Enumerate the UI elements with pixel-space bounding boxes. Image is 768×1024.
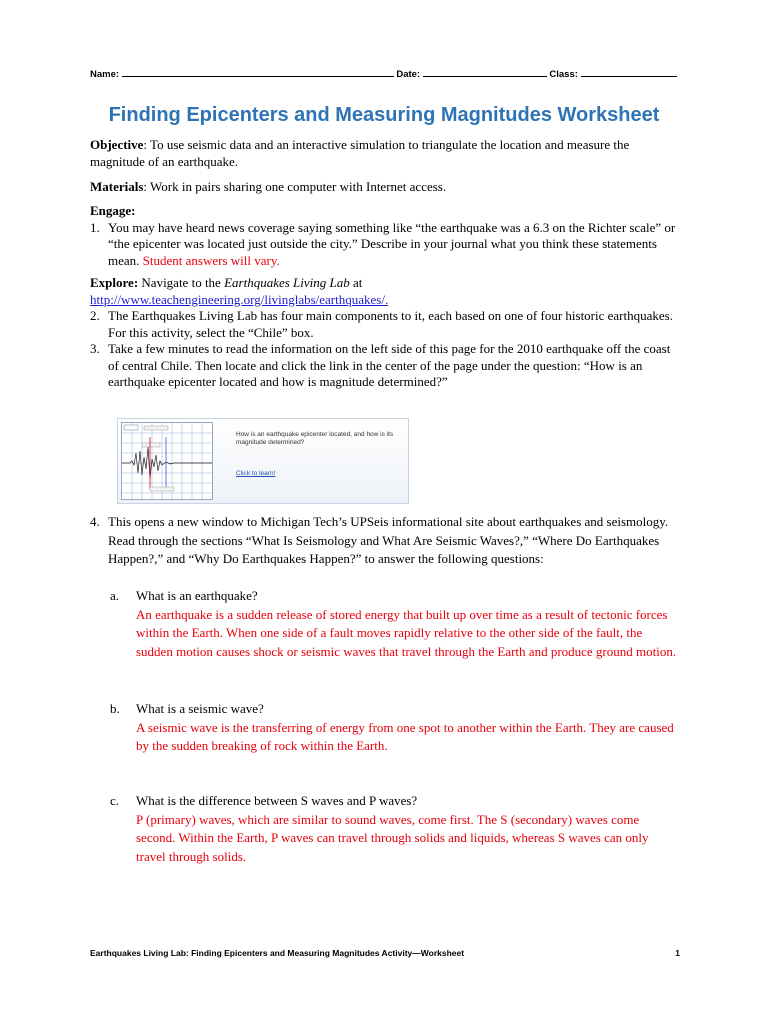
lab-name: Earthquakes Living Lab [224, 275, 350, 290]
seismogram-graphic [122, 423, 212, 499]
objective-text: : To use seismic data and an interactive simulation to triangulate the location and measure the magnitude of an earthquake. [90, 137, 630, 169]
page-footer [90, 948, 680, 958]
question-text: What is a seismic wave? [136, 701, 264, 716]
objective-paragraph [90, 137, 678, 170]
answer-text: An earthquake is a sudden release of stored energy that built up over time as a result of tectonic forces within the Earth. When one side of a fault moves rapidly relative to the other side of the fault, the sudden motion causes shock or seismic waves that travel through the Earth and produce ground motion. [136, 606, 677, 659]
date-label: Date: [396, 69, 421, 80]
answer-text: P (primary) waves, which are similar to sound waves, come first. The S (secondary) waves come second. Within the Earth, P waves can travel through solids and liquids, whereas S waves can only travel through solids. [136, 811, 649, 864]
website-screenshot [117, 418, 409, 504]
question-a [110, 587, 680, 661]
question-b [110, 700, 680, 756]
materials-text: : Work in pairs sharing one computer with Internet access. [143, 179, 447, 194]
item-text: Take a few minutes to read the information on the left side of this page for the 2010 earthquake off the coast of central Chile. Then locate and click the link in the center of the page under the question: “How is an earthquake epicenter located and how is magnitude determined?” [108, 341, 671, 389]
name-field[interactable] [122, 66, 394, 77]
question-text: What is the difference between S waves and P waves? [136, 793, 418, 808]
screenshot-question: How is an earthquake epicenter located, and how is its magnitude determined? [236, 431, 394, 446]
explore-intro [90, 275, 678, 292]
question-letter: c. [110, 793, 120, 808]
explore-item-3 [90, 341, 678, 391]
question-text: What is an earthquake? [136, 588, 258, 603]
explore-item-2 [90, 308, 678, 341]
engage-item-1 [90, 220, 678, 270]
objective-label: Objective [90, 137, 144, 152]
item-text: You may have heard news coverage saying something like “the earthquake was a 6.3 on the Richter scale” or “the epicenter was located just outside the city.” Describe in your journal what you think these statements mean. [108, 219, 676, 268]
item-text: The Earthquakes Living Lab has four main components to it, each based on one of four historic earthquakes. For this activity, select the “Chile” box. [108, 308, 673, 340]
footer-text: Earthquakes Living Lab: Finding Epicenters and Measuring Magnitudes Activity—Worksheet [90, 948, 465, 958]
engage-section [90, 203, 678, 269]
header-fields [90, 66, 680, 80]
question-letter: b. [110, 701, 120, 716]
item-text: This opens a new window to Michigan Tech’s UPSeis informational site about earthquakes and seismology. Read through the sections “What Is Seismology and What Are Seismic Waves?,” “Where Do Earthquakes Happen?,” and “Why Do Earthquakes Happen?” to answer the following questions: [108, 514, 669, 566]
class-label: Class: [549, 69, 578, 80]
answer-text: Student answers will vary. [142, 252, 280, 268]
class-field[interactable] [581, 66, 677, 77]
item-number: 3. [90, 341, 100, 356]
item-number: 1. [90, 219, 100, 235]
item-number: 4. [90, 514, 100, 529]
materials-paragraph [90, 179, 678, 196]
page-title: Finding Epicenters and Measuring Magnitudes Worksheet [108, 104, 660, 126]
seismogram-image [121, 422, 213, 500]
explore-text-end: at [349, 275, 363, 290]
page-number: 1 [675, 948, 680, 958]
item-4 [90, 513, 678, 569]
lab-url-link[interactable]: http://www.teachengineering.org/livinglabs/earthquakes/. [90, 291, 389, 307]
click-to-learn-link[interactable]: Click to learn! [236, 470, 276, 477]
engage-label: Engage: [90, 203, 136, 218]
explore-label: Explore: [90, 275, 139, 290]
explore-section [90, 275, 678, 391]
question-letter: a. [110, 588, 120, 603]
question-c [110, 792, 680, 866]
explore-text: Navigate to the [138, 275, 225, 290]
name-label: Name: [90, 69, 120, 80]
item-number: 2. [90, 308, 100, 323]
date-field[interactable] [423, 66, 547, 77]
materials-label: Materials [90, 179, 144, 194]
answer-text: A seismic wave is the transferring of energy from one spot to another within the Earth. They are caused by the sudden breaking of rock within the Earth. [136, 719, 674, 753]
